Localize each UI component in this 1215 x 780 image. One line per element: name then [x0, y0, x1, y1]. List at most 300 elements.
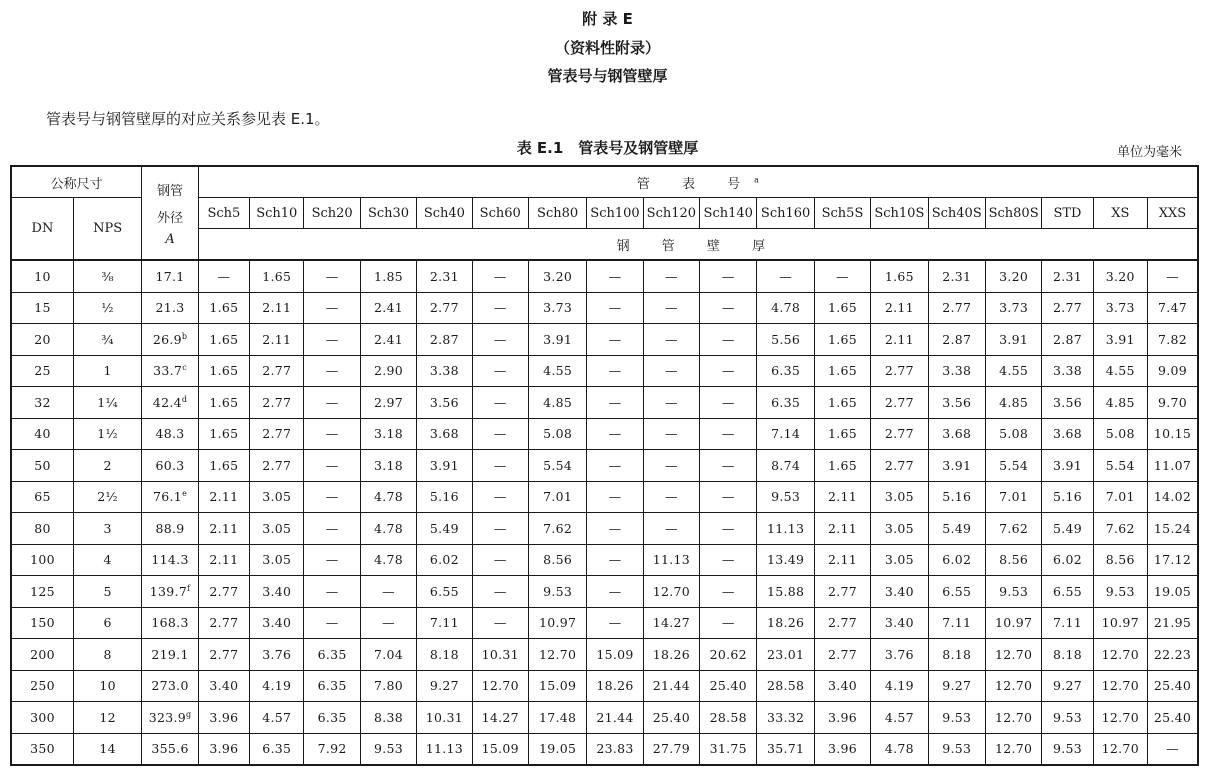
wall-thickness-cell: 3.68 [928, 418, 985, 450]
wall-thickness-cell: 1.85 [360, 260, 416, 292]
wall-thickness-cell: 1.65 [871, 260, 928, 292]
wall-thickness-cell: 9.53 [928, 733, 985, 765]
wall-thickness-cell: — [587, 481, 643, 513]
wall-thickness-cell: 2.77 [814, 576, 870, 608]
wall-thickness-cell: — [587, 324, 643, 356]
wall-thickness-cell: 3.91 [528, 324, 586, 356]
schedule-footnote-mark: a [754, 175, 759, 185]
outer-diameter-value: 273.0 [151, 678, 189, 694]
outer-diameter-value: 60.3 [155, 457, 185, 473]
wall-thickness-cell: — [304, 418, 360, 450]
wall-thickness-cell: 17.12 [1147, 544, 1198, 576]
wall-thickness-cell: 2.77 [814, 639, 870, 671]
wall-thickness-cell: 20.62 [700, 639, 757, 671]
table-row [11, 418, 1198, 450]
wall-thickness-cell: 3.56 [417, 387, 472, 419]
wall-thickness-cell: 5.08 [528, 418, 586, 450]
wall-thickness-cell: 15.09 [587, 639, 643, 671]
wall-thickness-cell: 8.56 [528, 544, 586, 576]
wall-thickness-cell: 6.55 [928, 576, 985, 608]
wall-thickness-cell: 11.07 [1147, 450, 1198, 482]
wall-thickness-cell: 3.56 [1042, 387, 1093, 419]
wall-thickness-cell: 6.35 [304, 702, 360, 734]
outer-diameter-cell [142, 260, 198, 292]
wall-thickness-cell: — [700, 355, 757, 387]
wall-thickness-cell: — [587, 513, 643, 545]
wall-thickness-cell: 12.70 [1093, 702, 1147, 734]
outer-diameter-cell [142, 544, 198, 576]
intro-paragraph: 管表号与钢管壁厚的对应关系参见表 E.1。 [46, 110, 330, 128]
wall-thickness-cell: — [304, 607, 360, 639]
wall-thickness-cell: — [472, 450, 528, 482]
table-row [11, 292, 1198, 324]
outer-diameter-cell [142, 450, 198, 482]
table-row [11, 607, 1198, 639]
wall-thickness-cell: 1.65 [814, 355, 870, 387]
wall-thickness-cell: 9.53 [1042, 702, 1093, 734]
schedule-header: Sch40 [417, 198, 472, 229]
wall-thickness-cell: 7.01 [1093, 481, 1147, 513]
dn-cell: 10 [11, 260, 73, 292]
wall-thickness-cell: 4.78 [360, 513, 416, 545]
nps-cell: 1¼ [73, 387, 141, 419]
outer-diameter-cell [142, 355, 198, 387]
wall-thickness-cell: — [757, 260, 814, 292]
wall-thickness-cell: 2.11 [814, 513, 870, 545]
wall-thickness-cell: 3.38 [928, 355, 985, 387]
wall-thickness-cell: — [643, 324, 699, 356]
wall-thickness-cell: 7.62 [985, 513, 1041, 545]
wall-thickness-cell: — [472, 355, 528, 387]
wall-thickness-cell: 7.82 [1147, 324, 1198, 356]
wall-thickness-cell: 2.87 [928, 324, 985, 356]
wall-thickness-cell: 22.23 [1147, 639, 1198, 671]
outer-diameter-value: 168.3 [151, 615, 189, 631]
wall-thickness-cell: 2.97 [360, 387, 416, 419]
nps-cell: 4 [73, 544, 141, 576]
wall-thickness-cell: 7.92 [304, 733, 360, 765]
wall-thickness-cell: 8.18 [928, 639, 985, 671]
wall-thickness-cell: — [1147, 733, 1198, 765]
nps-cell: 8 [73, 639, 141, 671]
nps-cell: 10 [73, 670, 141, 702]
dn-cell: 200 [11, 639, 73, 671]
nps-cell: 2 [73, 450, 141, 482]
wall-thickness-cell: 33.32 [757, 702, 814, 734]
wall-thickness-cell: — [643, 450, 699, 482]
wall-thickness-cell: 11.13 [417, 733, 472, 765]
wall-thickness-cell: — [1147, 260, 1198, 292]
wall-thickness-cell: 2.11 [250, 324, 304, 356]
wall-thickness-cell: 3.38 [417, 355, 472, 387]
nps-cell: 6 [73, 607, 141, 639]
wall-thickness-cell: 1.65 [198, 418, 249, 450]
wall-thickness-cell: — [643, 387, 699, 419]
wall-thickness-cell: 1.65 [198, 292, 249, 324]
wall-thickness-cell: 2.77 [871, 355, 928, 387]
wall-thickness-cell: 2.87 [1042, 324, 1093, 356]
outer-diameter-footnote: b [181, 331, 188, 341]
wall-thickness-cell: — [472, 260, 528, 292]
wall-thickness-cell: — [587, 292, 643, 324]
wall-thickness-cell: 2.77 [250, 355, 304, 387]
wall-thickness-cell: 1.65 [814, 387, 870, 419]
wall-thickness-cell: 2.11 [871, 324, 928, 356]
wall-thickness-cell: — [643, 292, 699, 324]
wall-thickness-cell: 3.40 [198, 670, 249, 702]
wall-thickness-cell: 3.05 [871, 544, 928, 576]
wall-thickness-cell: — [700, 607, 757, 639]
wall-thickness-cell: 2.77 [871, 450, 928, 482]
wall-thickness-cell: 5.54 [985, 450, 1041, 482]
schedule-header: Sch30 [360, 198, 416, 229]
wall-thickness-cell: 2.11 [250, 292, 304, 324]
dn-cell: 250 [11, 670, 73, 702]
wall-thickness-cell: — [472, 513, 528, 545]
wall-thickness-cell: 1.65 [814, 292, 870, 324]
wall-thickness-cell: 2.77 [871, 387, 928, 419]
wall-thickness-cell: — [587, 576, 643, 608]
wall-thickness-cell: 23.01 [757, 639, 814, 671]
wall-thickness-cell: 15.09 [528, 670, 586, 702]
outer-diameter-value: 114.3 [151, 552, 189, 568]
table-row [11, 450, 1198, 482]
outer-diameter-value: 139.7 [149, 583, 188, 599]
wall-thickness-cell: 6.02 [1042, 544, 1093, 576]
wall-thickness-cell: 3.40 [250, 576, 304, 608]
wall-thickness-cell: 5.16 [928, 481, 985, 513]
wall-thickness-cell: 9.27 [1042, 670, 1093, 702]
outer-diameter-cell [142, 702, 198, 734]
nps-cell: ¾ [73, 324, 141, 356]
outer-diameter-header: 钢管 外径 A [142, 166, 198, 260]
wall-thickness-cell: — [472, 607, 528, 639]
dn-cell: 50 [11, 450, 73, 482]
wall-thickness-cell: 5.49 [928, 513, 985, 545]
wall-thickness-cell: 4.57 [250, 702, 304, 734]
wall-thickness-cell: 12.70 [1093, 733, 1147, 765]
schedule-header: Sch40S [928, 198, 985, 229]
nps-cell: 5 [73, 576, 141, 608]
wall-thickness-cell: — [587, 355, 643, 387]
schedule-header: Sch80 [528, 198, 586, 229]
outer-diameter-value: 33.7 [153, 363, 183, 379]
wall-thickness-cell: — [304, 260, 360, 292]
table-row [11, 733, 1198, 765]
table-row [11, 513, 1198, 545]
wall-thickness-cell: — [304, 544, 360, 576]
wall-thickness-cell: 4.19 [871, 670, 928, 702]
wall-thickness-cell: — [304, 292, 360, 324]
wall-thickness-cell: 3.20 [528, 260, 586, 292]
wall-thickness-cell: 5.49 [1042, 513, 1093, 545]
wall-thickness-cell: 10.15 [1147, 418, 1198, 450]
wall-thickness-cell: 6.02 [928, 544, 985, 576]
outer-diameter-value: 26.9 [152, 331, 182, 347]
wall-thickness-cell: 4.85 [985, 387, 1041, 419]
nps-header: NPS [73, 198, 141, 261]
dn-header: DN [11, 198, 73, 261]
wall-thickness-cell: 1.65 [814, 418, 870, 450]
wall-thickness-cell: 27.79 [643, 733, 699, 765]
wall-thickness-cell: 5.16 [1042, 481, 1093, 513]
appendix-heading: 附 录 E [582, 10, 633, 28]
wall-thickness-cell: 1.65 [814, 324, 870, 356]
dn-cell: 100 [11, 544, 73, 576]
wall-thickness-cell: 6.35 [304, 639, 360, 671]
table-row [11, 702, 1198, 734]
wall-thickness-cell: 6.55 [417, 576, 472, 608]
wall-thickness-cell: 3.40 [250, 607, 304, 639]
wall-thickness-cell: 2.87 [417, 324, 472, 356]
wall-thickness-cell: 2.11 [198, 544, 249, 576]
wall-thickness-cell: 9.53 [928, 702, 985, 734]
wall-thickness-header: 钢 管 壁 厚 [198, 229, 1198, 261]
wall-thickness-cell: 18.26 [587, 670, 643, 702]
wall-thickness-cell: 3.40 [871, 607, 928, 639]
nps-cell: 2½ [73, 481, 141, 513]
wall-thickness-cell: 6.35 [250, 733, 304, 765]
outer-diameter-cell [142, 733, 198, 765]
wall-thickness-cell: 2.11 [814, 481, 870, 513]
unit-note: 单位为毫米 [1116, 145, 1182, 160]
outer-diameter-footnote: c [182, 363, 187, 373]
wall-thickness-cell: — [304, 481, 360, 513]
nps-cell: 14 [73, 733, 141, 765]
wall-thickness-cell: 3.91 [1042, 450, 1093, 482]
wall-thickness-cell: 3.40 [871, 576, 928, 608]
wall-thickness-cell: — [472, 324, 528, 356]
wall-thickness-cell: 3.40 [814, 670, 870, 702]
wall-thickness-cell: 3.38 [1042, 355, 1093, 387]
wall-thickness-cell: — [700, 418, 757, 450]
outer-diameter-footnote: e [182, 489, 188, 499]
wall-thickness-cell: 4.78 [360, 481, 416, 513]
wall-thickness-cell: 3.73 [1093, 292, 1147, 324]
wall-thickness-cell: 11.13 [757, 513, 814, 545]
wall-thickness-cell: 2.41 [360, 324, 416, 356]
wall-thickness-cell: 21.44 [587, 702, 643, 734]
wall-thickness-cell: 3.18 [360, 418, 416, 450]
wall-thickness-cell: 2.77 [198, 576, 249, 608]
wall-thickness-cell: 6.35 [757, 355, 814, 387]
outer-diameter-value: 219.1 [151, 646, 189, 662]
wall-thickness-cell: 7.01 [528, 481, 586, 513]
wall-thickness-cell: 4.55 [985, 355, 1041, 387]
wall-thickness-cell: 8.38 [360, 702, 416, 734]
wall-thickness-cell: 21.44 [643, 670, 699, 702]
wall-thickness-cell: 9.09 [1147, 355, 1198, 387]
wall-thickness-cell: — [472, 576, 528, 608]
outer-diameter-cell [142, 576, 198, 608]
wall-thickness-cell: 3.73 [528, 292, 586, 324]
dn-cell: 125 [11, 576, 73, 608]
wall-thickness-cell: 9.53 [1093, 576, 1147, 608]
outer-diameter-footnote: f [187, 583, 191, 593]
wall-thickness-cell: 2.77 [814, 607, 870, 639]
nps-cell: 3 [73, 513, 141, 545]
wall-thickness-cell: — [700, 260, 757, 292]
pipe-schedule-table [10, 165, 1199, 766]
wall-thickness-cell: 4.55 [528, 355, 586, 387]
wall-thickness-cell: — [587, 387, 643, 419]
table-row [11, 544, 1198, 576]
wall-thickness-cell: 1.65 [198, 387, 249, 419]
wall-thickness-cell: 2.31 [417, 260, 472, 292]
wall-thickness-cell: 6.55 [1042, 576, 1093, 608]
outer-diameter-value: 48.3 [155, 426, 185, 442]
wall-thickness-cell: 3.91 [985, 324, 1041, 356]
wall-thickness-cell: 1.65 [198, 450, 249, 482]
nps-cell: 1 [73, 355, 141, 387]
wall-thickness-cell: 7.04 [360, 639, 416, 671]
schedule-header: Sch100 [587, 198, 643, 229]
wall-thickness-cell: — [198, 260, 249, 292]
wall-thickness-cell: 3.96 [814, 733, 870, 765]
wall-thickness-cell: 7.80 [360, 670, 416, 702]
wall-thickness-cell: 9.27 [928, 670, 985, 702]
wall-thickness-cell: 2.11 [198, 481, 249, 513]
wall-thickness-cell: — [304, 513, 360, 545]
wall-thickness-cell: 12.70 [985, 670, 1041, 702]
wall-thickness-cell: — [472, 544, 528, 576]
table-row [11, 481, 1198, 513]
wall-thickness-cell: 2.90 [360, 355, 416, 387]
wall-thickness-cell: 12.70 [528, 639, 586, 671]
wall-thickness-cell: 5.54 [1093, 450, 1147, 482]
dn-cell: 40 [11, 418, 73, 450]
outer-diameter-cell [142, 670, 198, 702]
wall-thickness-cell: 2.77 [928, 292, 985, 324]
wall-thickness-cell: 14.27 [472, 702, 528, 734]
wall-thickness-cell: — [700, 387, 757, 419]
wall-thickness-cell: 9.53 [985, 576, 1041, 608]
dn-cell: 80 [11, 513, 73, 545]
table-row [11, 670, 1198, 702]
table-body [11, 260, 1198, 765]
wall-thickness-cell: 3.18 [360, 450, 416, 482]
wall-thickness-cell: — [587, 607, 643, 639]
wall-thickness-cell: 4.78 [360, 544, 416, 576]
outer-diameter-cell [142, 481, 198, 513]
wall-thickness-cell: 2.31 [1042, 260, 1093, 292]
wall-thickness-cell: 2.77 [198, 639, 249, 671]
schedule-header: Sch10S [871, 198, 928, 229]
wall-thickness-cell: 8.56 [985, 544, 1041, 576]
table-row [11, 387, 1198, 419]
dn-cell: 300 [11, 702, 73, 734]
wall-thickness-cell: 4.57 [871, 702, 928, 734]
outer-diameter-footnote: g [186, 709, 192, 719]
table-row [11, 260, 1198, 292]
wall-thickness-cell: 10.97 [985, 607, 1041, 639]
wall-thickness-cell: 4.55 [1093, 355, 1147, 387]
wall-thickness-cell: — [700, 576, 757, 608]
wall-thickness-cell: 13.49 [757, 544, 814, 576]
outer-diameter-value: 21.3 [155, 300, 185, 316]
wall-thickness-cell: 19.05 [1147, 576, 1198, 608]
wall-thickness-cell: — [587, 260, 643, 292]
wall-thickness-cell: — [700, 481, 757, 513]
wall-thickness-cell: 7.11 [1042, 607, 1093, 639]
nps-cell: ⅜ [73, 260, 141, 292]
wall-thickness-cell: 2.77 [198, 607, 249, 639]
table-caption: 表 E.1 管表号及钢管壁厚 [516, 139, 699, 157]
wall-thickness-cell: 15.88 [757, 576, 814, 608]
wall-thickness-cell: 2.77 [1042, 292, 1093, 324]
wall-thickness-cell: 18.26 [643, 639, 699, 671]
wall-thickness-cell: — [643, 355, 699, 387]
wall-thickness-cell: 9.53 [1042, 733, 1093, 765]
wall-thickness-cell: 8.56 [1093, 544, 1147, 576]
wall-thickness-cell: 7.62 [1093, 513, 1147, 545]
wall-thickness-cell: 7.47 [1147, 292, 1198, 324]
wall-thickness-cell: 5.08 [985, 418, 1041, 450]
wall-thickness-cell: — [472, 387, 528, 419]
wall-thickness-cell: 3.20 [1093, 260, 1147, 292]
table-row [11, 576, 1198, 608]
wall-thickness-cell: — [700, 544, 757, 576]
wall-thickness-cell: 14.02 [1147, 481, 1198, 513]
wall-thickness-cell: 3.96 [814, 702, 870, 734]
wall-thickness-cell: 1.65 [814, 450, 870, 482]
dn-cell: 20 [11, 324, 73, 356]
wall-thickness-cell: — [360, 576, 416, 608]
schedule-header: Sch10 [250, 198, 304, 229]
wall-thickness-cell: — [472, 481, 528, 513]
dn-cell: 65 [11, 481, 73, 513]
wall-thickness-cell: 4.78 [757, 292, 814, 324]
wall-thickness-cell: 12.70 [1093, 670, 1147, 702]
wall-thickness-cell: 12.70 [985, 639, 1041, 671]
wall-thickness-cell: — [587, 544, 643, 576]
wall-thickness-cell: — [643, 481, 699, 513]
wall-thickness-cell: 10.31 [472, 639, 528, 671]
wall-thickness-cell: 19.05 [528, 733, 586, 765]
wall-thickness-cell: 1.65 [198, 355, 249, 387]
wall-thickness-cell: 7.11 [417, 607, 472, 639]
outer-diameter-cell [142, 418, 198, 450]
wall-thickness-cell: — [587, 418, 643, 450]
wall-thickness-cell: — [587, 450, 643, 482]
nps-cell: 1½ [73, 418, 141, 450]
schedule-header: Sch5S [814, 198, 870, 229]
wall-thickness-cell: 28.58 [700, 702, 757, 734]
wall-thickness-cell: 6.35 [304, 670, 360, 702]
appendix-title: 管表号与钢管壁厚 [547, 67, 668, 85]
wall-thickness-cell: 3.05 [871, 513, 928, 545]
nominal-size-header: 公称尺寸 [11, 166, 142, 198]
wall-thickness-cell: 15.09 [472, 733, 528, 765]
wall-thickness-cell: 8.74 [757, 450, 814, 482]
wall-thickness-cell: 1.65 [250, 260, 304, 292]
schedule-header: Sch60 [472, 198, 528, 229]
wall-thickness-cell: 7.62 [528, 513, 586, 545]
wall-thickness-cell: 12.70 [985, 733, 1041, 765]
wall-thickness-cell: 25.40 [1147, 702, 1198, 734]
wall-thickness-cell: 3.76 [871, 639, 928, 671]
schedule-header: XXS [1147, 198, 1198, 229]
schedule-header: Sch20 [304, 198, 360, 229]
outer-diameter-value: 355.6 [151, 741, 189, 757]
wall-thickness-cell: — [643, 260, 699, 292]
wall-thickness-cell: 9.27 [417, 670, 472, 702]
wall-thickness-cell: — [304, 450, 360, 482]
wall-thickness-cell: — [304, 387, 360, 419]
wall-thickness-cell: 3.96 [198, 702, 249, 734]
wall-thickness-cell: 3.91 [1093, 324, 1147, 356]
wall-thickness-cell: — [700, 292, 757, 324]
